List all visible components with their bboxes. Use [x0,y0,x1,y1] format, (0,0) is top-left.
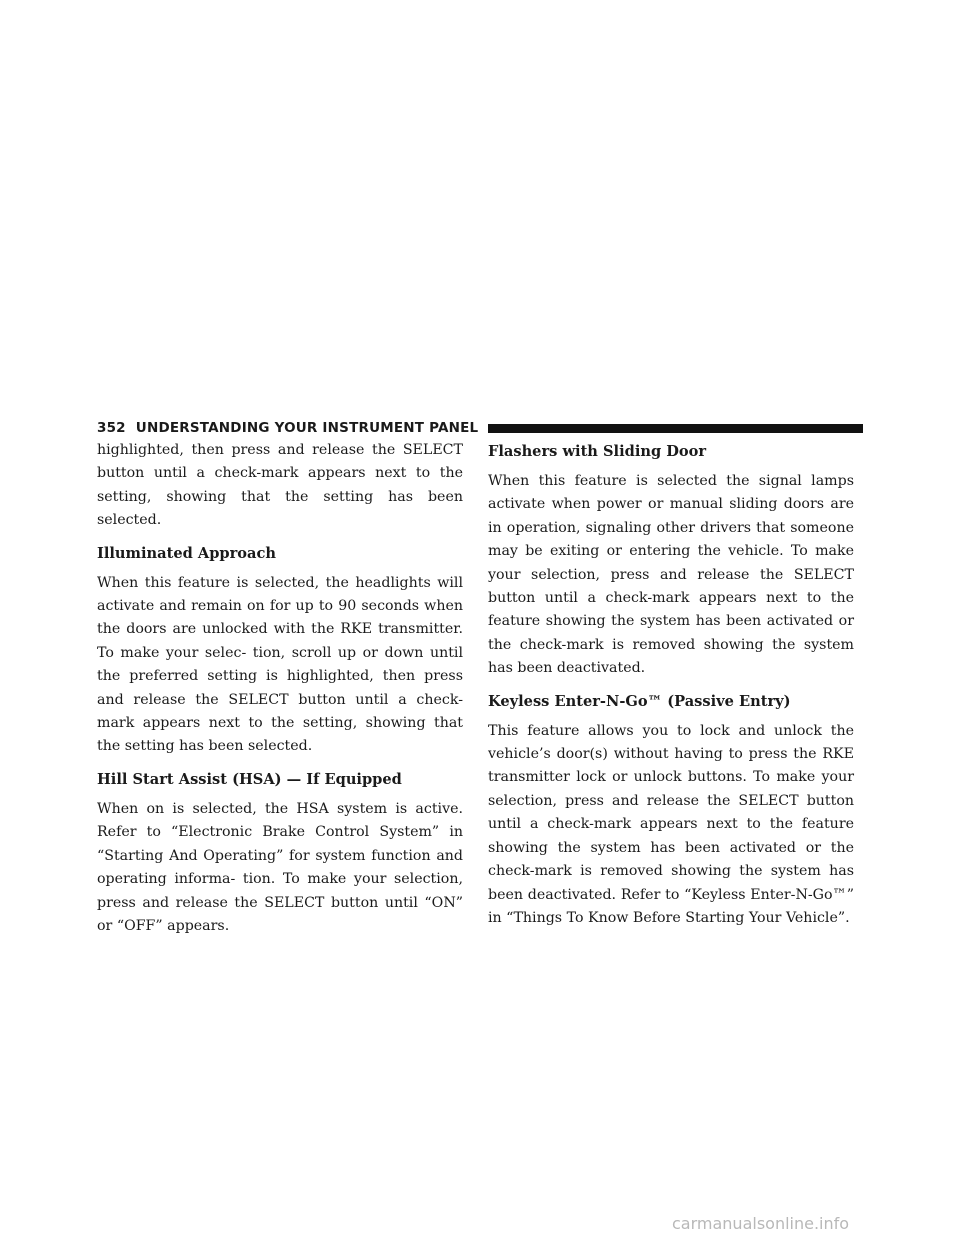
page-header [97,419,863,437]
paragraph: When on is selected, the HSA system is active. Refer to “Electronic Brake Control System” in “Starting And Operating” for system function and operating informa- tion. To make your selection, press and release the SELECT button until “ON” or “OFF” appears. [97,800,463,934]
paragraph: When this feature is selected, the headlights will activate and remain on for up to 90 seconds when the doors are unlocked with the RKE transmitter. To make your selec- tion, scroll up or down until the preferred setting is highlighted, then press and release the SELECT button until a check-mark appears next to the setting, showing that the setting has been selected. [97,574,463,755]
paragraph: When this feature is selected the signal lamps activate when power or manual sliding doors are in operation, signaling other drivers that someone may be exiting or entering the vehicle. To make your selection, press and release the SELECT button until a check-mark appears next to the feature showing the system has been activated or the check-mark is removed showing the system has been deactivated. [488,473,854,677]
watermark: carmanualsonline.info [672,1214,850,1233]
paragraph: This feature allows you to lock and unlock the vehicle’s door(s) without having to press the RKE transmitter lock or unlock buttons. To make your selection, press and release the SELECT button until a check-mark appears next to the feature showing the system has been activated or the check-mark is removed showing the system has been deactivated. Refer to “Keyless Enter-N-Go™” in “Things To Know Before Starting Your Vehicle”. [488,722,854,926]
paragraph: highlighted, then press and release the SELECT button until a check-mark appears next to the setting, showing that the setting has been selected. [97,442,463,529]
left-column [97,439,463,947]
right-column [488,439,854,939]
heading-illuminated-approach: Illuminated Approach [97,544,276,562]
heading-keyless-enter-n-go: Keyless Enter-N-Go™ (Passive Entry) [488,692,791,710]
page-number: 352 [97,420,126,436]
heading-hill-start-assist: Hill Start Assist (HSA) — If Equipped [97,770,402,788]
section-title: UNDERSTANDING YOUR INSTRUMENT PANEL [135,420,479,436]
header-rule [488,424,863,433]
heading-flashers-sliding-door: Flashers with Sliding Door [488,443,707,460]
